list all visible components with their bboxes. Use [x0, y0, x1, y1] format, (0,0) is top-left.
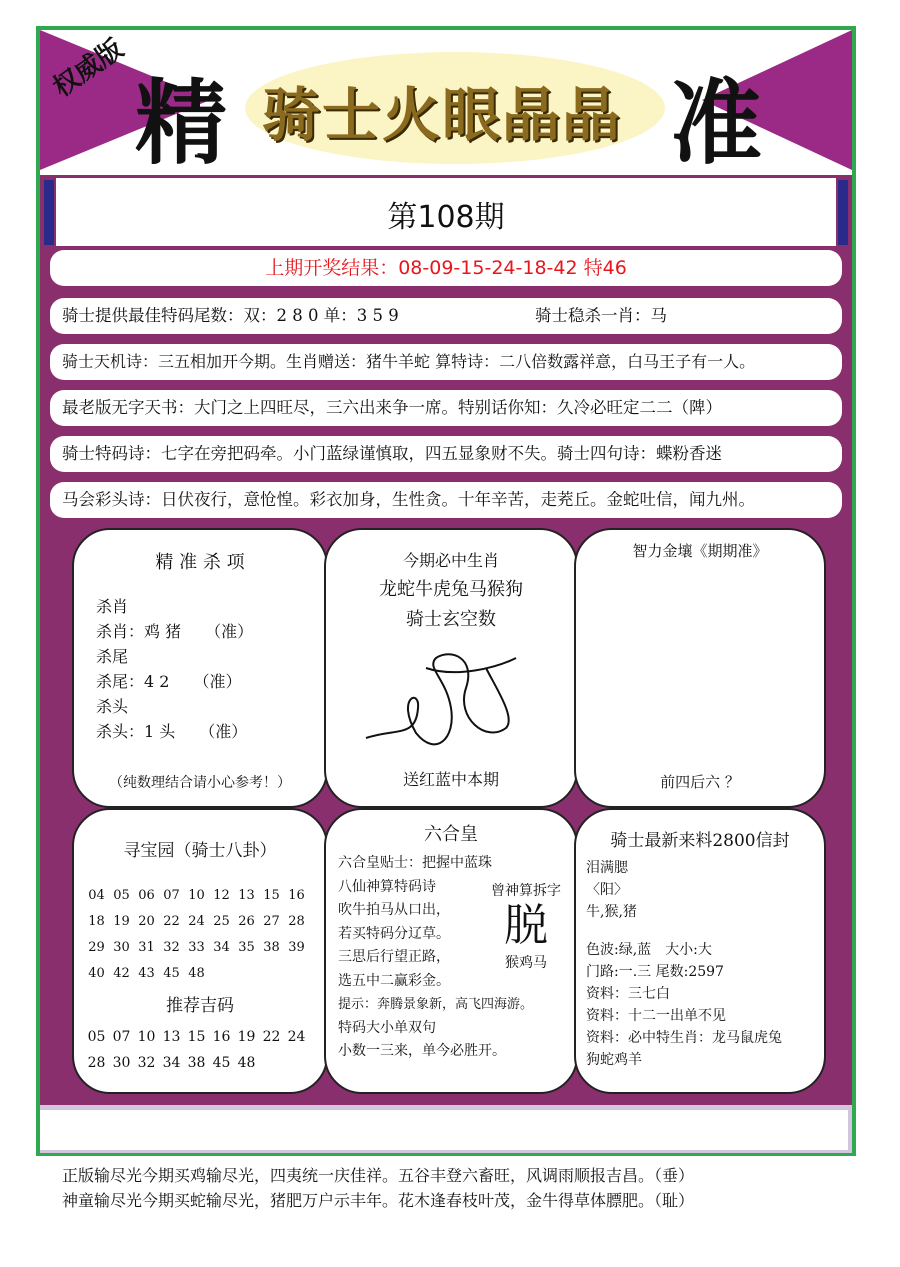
number-cell: 32: [163, 940, 180, 955]
number-cell: 38: [263, 940, 280, 955]
number-cell: 13: [162, 1029, 181, 1045]
kill-card-title: 精 准 杀 项: [155, 552, 245, 573]
number-cell: 28: [288, 914, 305, 929]
liuhe-line: 小数一三来，单今必胜开。: [338, 1043, 506, 1059]
number-cell: 35: [238, 940, 255, 955]
number-cell: 34: [162, 1055, 181, 1071]
number-cell: 18: [88, 914, 105, 929]
issue-number: 第108期: [387, 200, 505, 235]
number-cell: 10: [188, 888, 205, 903]
number-cell: 45: [163, 966, 180, 981]
envelope-line: 资料：三七白: [586, 986, 670, 1002]
treasure-card: [72, 808, 328, 1094]
kill-line: 杀头：1 头 （准）: [96, 722, 248, 741]
split-char-sub: 猴鸡马: [505, 955, 547, 971]
envelope-line: 牛,猴,猪: [586, 904, 637, 920]
info-row-5: 马会彩头诗：日伏夜行，意怆惶。彩衣加身，生性贪。十年辛苦，走茺丘。金蛇吐信，闻九州。: [50, 482, 842, 518]
number-cell: 06: [138, 888, 155, 903]
info-row-1: [50, 298, 842, 334]
recommended-title: 推荐吉码: [166, 996, 234, 1016]
blue-bar-right: [838, 180, 848, 245]
envelope-line: 资料：必中特生肖：龙马鼠虎兔: [586, 1030, 782, 1046]
issue-box: [56, 178, 836, 246]
number-cell: 13: [238, 888, 255, 903]
number-cell: 32: [137, 1055, 156, 1071]
liuhe-line: 若买特码分辽草。: [338, 925, 450, 942]
footer-line-2: 神童输尽光今期买蛇输尽光，猪肥万户示丰年。花木逢春枝叶茂，金牛得草体膘肥。（耻）: [62, 1191, 695, 1210]
envelope-line: 色波:绿,蓝 大小:大: [586, 942, 712, 958]
liuhe-card: [324, 808, 578, 1094]
number-cell: 38: [187, 1055, 206, 1071]
liuhe-line: 八仙神算特码诗: [338, 878, 436, 895]
envelope-line: 门路:一.三 尾数:2597: [586, 964, 724, 980]
footer-line-1: 正版输尽光今期买鸡输尽光，四夷统一庆佳祥。五谷丰登六畜旺，风调雨顺报吉昌。（垂）: [62, 1166, 695, 1185]
number-cell: 30: [113, 940, 130, 955]
number-cell: 30: [112, 1055, 131, 1071]
number-cell: 26: [238, 914, 255, 929]
kill-line: 杀肖: [96, 597, 129, 616]
kill-line: 杀尾: [96, 647, 129, 666]
scribble-drawing: [356, 648, 556, 758]
liuhe-line: 特码大小单双句: [338, 1019, 436, 1036]
zodiac-card: [324, 528, 578, 808]
liuhe-line: 吹牛拍马从口出，: [338, 902, 450, 918]
header-left-char: 精: [135, 70, 228, 175]
number-cell: 12: [213, 888, 230, 903]
last-result: 上期开奖结果：08-09-15-24-18-42 特46: [50, 250, 842, 286]
number-cell: 22: [163, 914, 180, 929]
envelope-line: 资料：十二一出单不见: [586, 1008, 726, 1024]
number-cell: 16: [288, 888, 305, 903]
kill-line: 杀尾：4 2 （准）: [96, 672, 242, 691]
wisdom-card-title: 智力金壤《期期准》: [632, 542, 768, 560]
treasure-number-grid: [84, 883, 326, 987]
number-cell: 48: [188, 966, 205, 981]
number-cell: 40: [88, 966, 105, 981]
number-cell: 28: [87, 1055, 106, 1071]
number-cell: 22: [262, 1029, 281, 1045]
number-cell: 27: [263, 914, 280, 929]
number-cell: 04: [88, 888, 105, 903]
liuhe-line: 提示：奔腾景象新，高飞四海游。: [338, 997, 534, 1012]
number-cell: 20: [138, 914, 155, 929]
number-cell: 07: [112, 1029, 131, 1045]
header: [40, 30, 852, 175]
kill-line: 杀肖：鸡 猪 （准）: [96, 622, 254, 641]
number-cell: 34: [213, 940, 230, 955]
number-cell: 15: [263, 888, 280, 903]
kill-card-lines: [96, 594, 326, 744]
envelope-line: 〈阳〉: [586, 882, 628, 898]
number-cell: 05: [87, 1029, 106, 1045]
number-cell: 43: [138, 966, 155, 981]
row-1-left: 骑士提供最佳特码尾数：双：2 8 0 单：3 5 9: [62, 306, 399, 325]
number-cell: 19: [113, 914, 130, 929]
info-row-4: 骑士特码诗：七字在旁把码牵。小门蓝绿谨慎取，四五显象财不失。骑士四句诗：蝶粉香迷: [50, 436, 842, 472]
liuhe-card-title: 六合皇: [424, 824, 478, 845]
recommended-number-grid: [84, 1024, 326, 1076]
number-cell: 33: [188, 940, 205, 955]
number-cell: 16: [212, 1029, 231, 1045]
treasure-card-title: 寻宝园（骑士八卦）: [123, 841, 277, 861]
liuhe-line: 三思后行望正路，: [338, 949, 450, 965]
number-cell: 05: [113, 888, 130, 903]
bottom-blank-bar: [40, 1110, 848, 1150]
brand-title: 骑士火眼晶晶: [262, 81, 623, 149]
envelope-lines: [586, 857, 824, 1071]
header-right-char: 准: [670, 70, 763, 175]
wisdom-card: [574, 528, 826, 808]
kill-card: [72, 528, 328, 808]
kill-card-note: （纯数理结合请小心参考！）: [109, 775, 291, 791]
wisdom-card-bottom: 前四后六 ？: [660, 773, 740, 791]
liuhe-line: 选五中二赢彩金。: [338, 972, 450, 989]
envelope-line: 狗蛇鸡羊: [586, 1052, 642, 1068]
zodiac-card-title: 今期必中生肖: [402, 551, 499, 570]
number-cell: 24: [188, 914, 205, 929]
number-cell: 45: [212, 1055, 231, 1071]
zodiac-list: 龙蛇牛虎兔马猴狗: [379, 579, 523, 600]
number-cell: 24: [287, 1029, 306, 1045]
number-cell: 25: [213, 914, 230, 929]
footer-poems: [62, 1163, 694, 1213]
number-cell: 29: [88, 940, 105, 955]
envelope-spacer: [586, 923, 824, 939]
zodiac-card-bottom: 送红蓝中本期: [402, 770, 499, 789]
mystic-number-title: 骑士玄空数: [406, 609, 496, 630]
info-row-2: 骑士天机诗：三五相加开今期。生肖赠送：猪牛羊蛇 算特诗：二八倍数露祥意，白马王子有一人。: [50, 344, 842, 380]
number-cell: 10: [137, 1029, 156, 1045]
number-cell: 07: [163, 888, 180, 903]
envelope-card-title: 骑士最新来料2800信封: [610, 831, 790, 851]
row-1-right: 骑士稳杀一肖：马: [535, 306, 667, 325]
number-cell: 39: [288, 940, 305, 955]
edition-stamp: 权威版: [47, 33, 129, 104]
liuhe-line: 六合皇贴士：把握中蓝珠: [338, 855, 492, 871]
envelope-card: [574, 808, 826, 1094]
number-cell: 19: [237, 1029, 256, 1045]
split-char: 脱: [504, 900, 548, 951]
kill-line: 杀头: [96, 697, 129, 716]
number-cell: 31: [138, 940, 155, 955]
blue-bar-left: [44, 180, 54, 245]
number-cell: 15: [187, 1029, 206, 1045]
poster-frame: [36, 26, 856, 1156]
envelope-line: 泪满腮: [586, 860, 628, 876]
number-cell: 42: [113, 966, 130, 981]
number-cell: 48: [237, 1055, 256, 1071]
split-char-panel: [476, 880, 576, 972]
split-char-title: 曾神算拆字: [491, 883, 561, 899]
info-row-3: 最老版无字天书：大门之上四旺尽，三六出来争一席。特别话你知：久冷必旺定二二（陴）: [50, 390, 842, 426]
